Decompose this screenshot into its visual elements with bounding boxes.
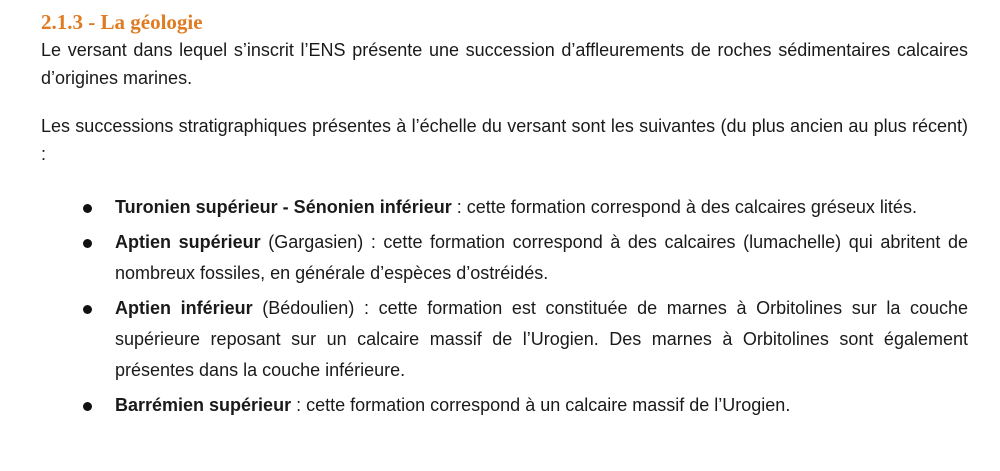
section-heading: 2.1.3 - La géologie <box>41 10 203 34</box>
formation-term: Aptien inférieur <box>115 298 253 318</box>
formation-qualifier: (Bédoulien) <box>252 298 355 318</box>
formation-list <box>41 192 968 421</box>
bullet-icon <box>83 305 92 314</box>
list-item <box>41 390 968 421</box>
formation-qualifier: (Gargasien) <box>260 232 364 252</box>
lead-paragraph: Les successions stratigraphiques présentes à l’échelle du versant sont les suivantes (du plus ancien au plus récent) : <box>41 116 968 164</box>
formation-description: : cette formation correspond à des calcaires (lumachelle) qui abritent de nombreux fossiles, en générale d’espèces d’ostréidés. <box>115 232 968 283</box>
formation-term: Turonien supérieur - Sénonien inférieur <box>115 197 452 217</box>
formation-term: Aptien supérieur <box>115 232 261 252</box>
intro-paragraph: Le versant dans lequel s’inscrit l’ENS présente une succession d’affleurements de roches sédimentaires calcaires d’origines marines. <box>41 40 968 88</box>
formation-description: : cette formation correspond à un calcaire massif de l’Urogien. <box>291 395 791 415</box>
list-item <box>41 293 968 386</box>
formation-term: Barrémien supérieur <box>115 395 292 415</box>
document-page <box>41 8 968 425</box>
bullet-icon <box>83 204 92 213</box>
list-item <box>41 227 968 289</box>
bullet-icon <box>83 402 92 411</box>
list-item <box>41 192 968 223</box>
bullet-icon <box>83 239 92 248</box>
formation-description: : cette formation est constituée de marnes à Orbitolines sur la couche supérieure reposant sur un calcaire massif de l’Urogien. Des marnes à Orbitolines sont également présentes dans la couche inférieure. <box>115 298 969 380</box>
formation-description: : cette formation correspond à des calcaires gréseux lités. <box>451 197 917 217</box>
